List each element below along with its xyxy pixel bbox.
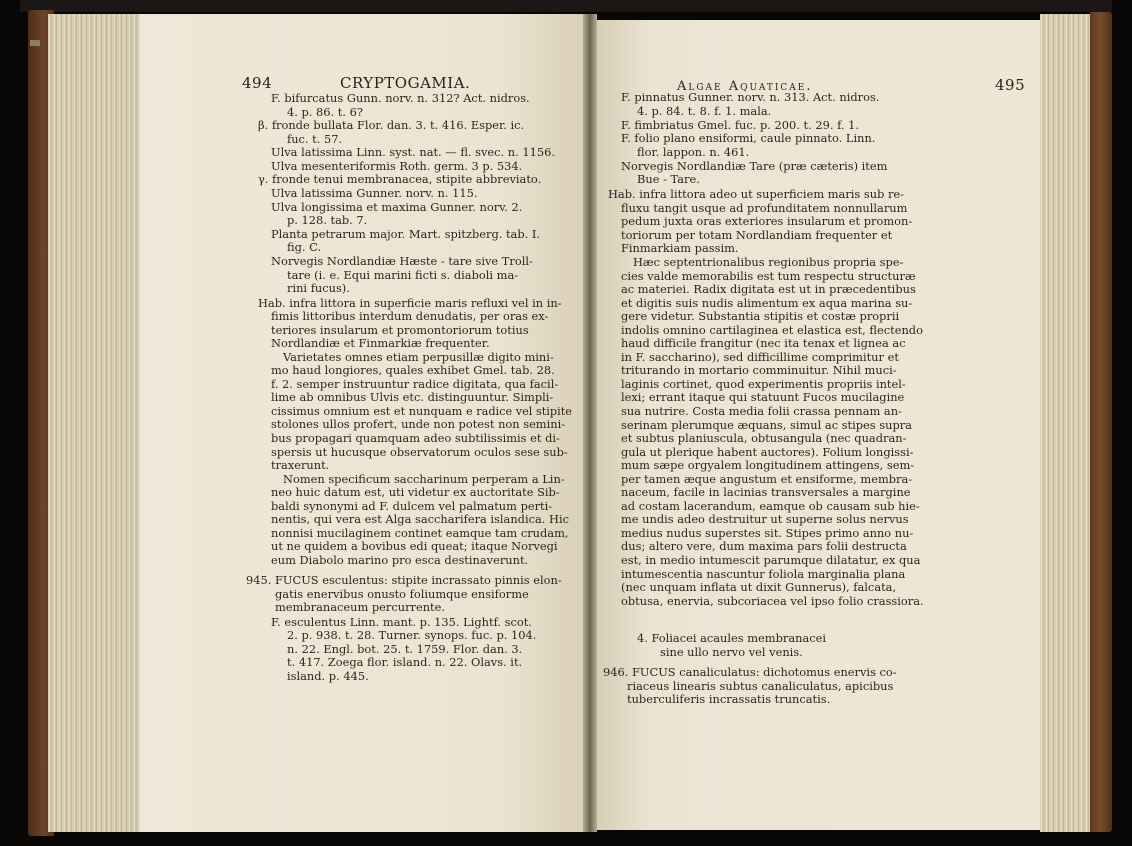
- text-line: f. 2. semper instruuntur radice digitata, qua facil-: [271, 377, 559, 391]
- text-line: traxerunt.: [271, 458, 330, 472]
- left-page-number: 494: [242, 74, 273, 92]
- text-line: intumescentia nascuntur foliola marginalia plana: [621, 567, 906, 581]
- text-line: sine ullo nervo vel venis.: [660, 645, 803, 659]
- left-running-head: CRYPTOGAMIA.: [340, 74, 471, 92]
- text-line: riaceus linearis subtus canaliculatus, apicibus: [627, 679, 894, 693]
- text-line: in F. saccharino), sed difficillime comprimitur et: [621, 350, 899, 364]
- cover-mark: [30, 40, 40, 46]
- text-line: triturando in mortario comminuitur. Nihil muci-: [621, 363, 897, 377]
- text-line: fig. C.: [287, 240, 322, 254]
- text-line: sua nutrire. Costa media folii crassa pennam an-: [621, 404, 902, 418]
- text-line: 4. Foliacei acaules membranacei: [637, 631, 826, 645]
- text-line: est, in medio intumescit parumque dilatatur, ex qua: [621, 553, 921, 567]
- text-line: gula ut plerique habent auctores). Folium longissi-: [621, 445, 914, 459]
- text-line: gatis enervibus onusto foliumque ensiforme: [275, 587, 529, 601]
- text-line: 4. p. 84. t. 8. f. 1. mala.: [637, 104, 772, 118]
- text-line: per tamen æque angustum et ensiforme, membra-: [621, 472, 913, 486]
- text-line: indolis omnino cartilaginea et elastica est, flectendo: [621, 323, 923, 337]
- text-line: F. bifurcatus Gunn. norv. n. 312? Act. nidros.: [271, 91, 530, 105]
- text-line: neo huic datum est, uti videtur ex auctoritate Sib-: [271, 485, 560, 499]
- text-line: rini fucus).: [287, 281, 350, 295]
- text-line: island. p. 445.: [287, 669, 369, 683]
- text-line: medius nudus superstes sit. Stipes primo anno nu-: [621, 526, 914, 540]
- text-line: Hæc septentrionalibus regionibus propria spe-: [633, 255, 904, 269]
- text-line: mo haud longiores, quales exhibet Gmel. tab. 28.: [271, 363, 555, 377]
- text-line: mum sæpe orgyalem longitudinem attingens, sem-: [621, 458, 915, 472]
- text-line: n. 22. Engl. bot. 25. t. 1759. Flor. dan. 3.: [287, 642, 523, 656]
- text-line: serinam plerumque æquans, simul ac stipes supra: [621, 418, 912, 432]
- text-line: teriores insularum et promontoriorum totius: [271, 323, 529, 337]
- text-line: Norvegis Nordlandiæ Tare (præ cæteris) item: [621, 159, 888, 173]
- text-line: 945. FUCUS esculentus: stipite incrassato pinnis elon-: [246, 573, 562, 587]
- text-line: tare (i. e. Equi marini ficti s. diaboli ma-: [287, 268, 519, 282]
- text-line: baldi synonymi ad F. dulcem vel palmatum perti-: [271, 499, 553, 513]
- text-line: ac materiei. Radix digitata est ut in præcedentibus: [621, 282, 916, 296]
- text-line: toriorum per totam Nordlandiam frequenter et: [621, 228, 893, 242]
- left-page-edges: [48, 14, 140, 832]
- text-line: (nec unquam inflata ut dixit Gunnerus), falcata,: [621, 580, 897, 594]
- text-line: Ulva latissima Linn. syst. nat. — fl. svec. n. 1156.: [271, 145, 555, 159]
- text-line: lime ab omnibus Ulvis etc. distinguuntur. Simpli-: [271, 390, 554, 404]
- text-line: fimis littoribus interdum denudatis, per oras ex-: [271, 309, 549, 323]
- text-line: lexi; errant itaque qui statuunt Fucos mucilagine: [621, 390, 905, 404]
- text-line: nentis, qui vera est Alga saccharifera islandica. Hic: [271, 512, 569, 526]
- text-line: dus; altero vere, dum maxima pars folii destructa: [621, 539, 907, 553]
- text-line: t. 417. Zoega flor. island. n. 22. Olavs. it.: [287, 655, 523, 669]
- text-line: p. 128. tab. 7.: [287, 213, 368, 227]
- text-line: F. esculentus Linn. mant. p. 135. Lightf. scot.: [271, 615, 532, 629]
- text-line: fuc. t. 57.: [287, 132, 343, 146]
- text-line: γ. fronde tenui membranacea, stipite abbreviato.: [258, 172, 542, 186]
- text-line: laginis cortinet, quod experimentis propriis intel-: [621, 377, 906, 391]
- text-line: Nomen specificum saccharinum perperam a Lin-: [283, 472, 565, 486]
- text-line: Hab. infra littora adeo ut superficiem maris sub re-: [608, 187, 905, 201]
- text-line: spersis ut hucusque observatorum oculos sese sub-: [271, 445, 568, 459]
- right-running-head: Algae Aquaticae.: [677, 79, 813, 94]
- text-line: obtusa, enervia, subcoriacea vel ipso folio crassiora.: [621, 594, 924, 608]
- text-line: F. folio plano ensiformi, caule pinnato. Linn.: [621, 131, 876, 145]
- text-line: naceum, facile in lacinias transversales a margine: [621, 485, 911, 499]
- text-line: F. fimbriatus Gmel. fuc. p. 200. t. 29. f. 1.: [621, 118, 860, 132]
- text-line: tuberculiferis incrassatis truncatis.: [627, 692, 831, 706]
- text-line: Ulva latissima Gunner. norv. n. 115.: [271, 186, 478, 200]
- text-line: Ulva longissima et maxima Gunner. norv. 2.: [271, 200, 523, 214]
- text-line: membranaceum percurrente.: [275, 600, 445, 614]
- text-line: bus propagari quamquam adeo subtilissimis et di-: [271, 431, 560, 445]
- text-line: Finmarkiam passim.: [621, 241, 739, 255]
- text-line: Norvegis Nordlandiæ Hæste - tare sive Troll-: [271, 254, 533, 268]
- text-line: Nordlandiæ et Finmarkiæ frequenter.: [271, 336, 490, 350]
- text-line: cies valde memorabilis est tum respectu structuræ: [621, 269, 916, 283]
- text-line: gere videtur. Substantia stipitis et costæ proprii: [621, 309, 900, 323]
- text-line: fluxu tangit usque ad profunditatem nonnullarum: [621, 201, 908, 215]
- text-line: me undis adeo destruitur ut superne solus nervus: [621, 512, 909, 526]
- text-line: Bue - Tare.: [637, 172, 700, 186]
- text-line: nonnisi mucilaginem continet eamque tam crudam,: [271, 526, 569, 540]
- right-page-number: 495: [995, 76, 1026, 94]
- text-line: ut ne quidem a bovibus edi queat; itaque Norvegi: [271, 539, 558, 553]
- gutter: [583, 14, 597, 832]
- text-line: et digitis suis nudis alimentum ex aqua marina su-: [621, 296, 913, 310]
- text-line: F. pinnatus Gunner. norv. n. 313. Act. nidros.: [621, 90, 880, 104]
- text-line: 946. FUCUS canaliculatus: dichotomus enervis co-: [603, 665, 897, 679]
- text-line: ad costam lacerandum, eamque ob causam sub hie-: [621, 499, 920, 513]
- right-cover: [1090, 12, 1112, 832]
- text-line: Ulva mesenteriformis Roth. germ. 3 p. 534.: [271, 159, 523, 173]
- text-line: 4. p. 86. t. 6?: [287, 105, 363, 119]
- text-line: Varietates omnes etiam perpusillæ digito mini-: [283, 350, 554, 364]
- text-line: β. fronde bullata Flor. dan. 3. t. 416. Esper. ic.: [258, 118, 525, 132]
- text-line: Planta petrarum major. Mart. spitzberg. tab. I.: [271, 227, 540, 241]
- text-line: pedum juxta oras exteriores insularum et promon-: [621, 214, 913, 228]
- text-line: stolones ullos profert, unde non potest non semini-: [271, 417, 566, 431]
- text-line: Hab. infra littora in superficie maris refluxi vel in in-: [258, 296, 562, 310]
- text-line: cissimus omnium est et nunquam e radice vel stipite: [271, 404, 572, 418]
- text-line: haud difficile frangitur (nec ita tenax et lignea ac: [621, 336, 906, 350]
- top-shadow: [20, 0, 1112, 12]
- text-line: et subtus planiuscula, obtusangula (nec quadran-: [621, 431, 907, 445]
- text-line: 2. p. 938. t. 28. Turner. synops. fuc. p. 104.: [287, 628, 537, 642]
- text-line: flor. lappon. n. 461.: [637, 145, 750, 159]
- text-line: eum Diabolo marino pro esca destinaverunt.: [271, 553, 529, 567]
